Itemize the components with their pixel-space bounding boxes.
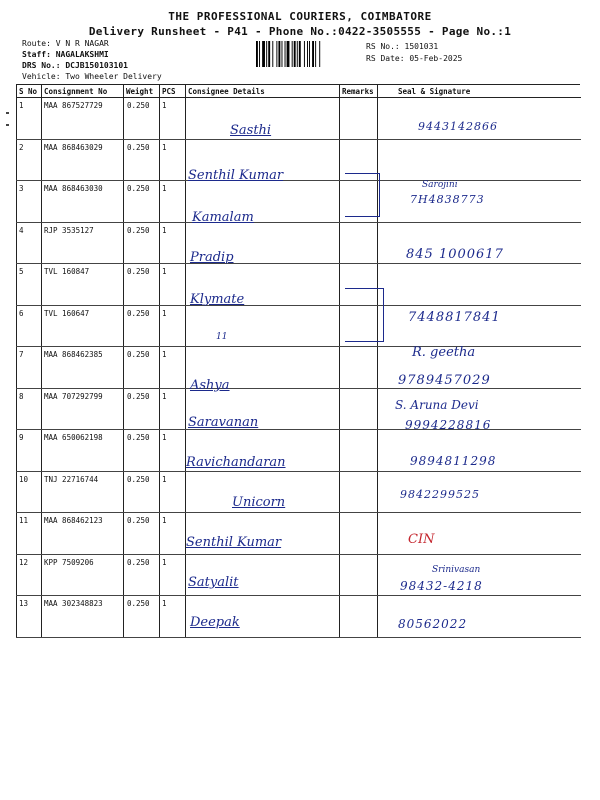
barcode-bar [276, 41, 277, 67]
page-subtitle: Delivery Runsheet - P41 - Phone No.:0422-3505555 - Page No.:1 [88, 25, 512, 38]
pcs-cell: 1 [160, 347, 186, 389]
sno-cell: 7 [17, 347, 42, 389]
handwritten-signature: 98432-4218 [400, 579, 483, 593]
handwritten-signature: 9789457029 [398, 373, 491, 388]
barcode-bar [259, 41, 260, 67]
handwritten-consignee: Ashya [190, 378, 230, 393]
handwritten-signature: 9443142866 [418, 120, 498, 133]
table-row [17, 347, 581, 389]
handwritten-consignee: Pradip [190, 250, 234, 265]
handwritten-signature: 80562022 [398, 617, 468, 631]
scan-mark [6, 124, 9, 126]
remarks-cell [340, 98, 378, 140]
rs-date: RS Date: 05-Feb-2025 [366, 54, 463, 63]
barcode-bar [282, 41, 283, 67]
handwritten-signature: 9994228816 [405, 418, 492, 432]
barcode-bar [299, 41, 301, 67]
consignment-cell: RJP 3535127 [42, 222, 124, 264]
barcode-bar [304, 41, 305, 67]
handwritten-signature: R. geetha [412, 345, 476, 360]
barcode-bar [297, 41, 298, 67]
consignee-cell [186, 305, 340, 347]
consignment-cell: MAA 868462123 [42, 513, 124, 555]
barcode-bar [272, 41, 273, 67]
rs-number: RS No.: 1501031 [366, 42, 439, 51]
handwritten-consignee: Satyalit [188, 575, 239, 590]
scan-mark [6, 112, 9, 114]
handwritten-signature: 845 1000617 [406, 247, 504, 262]
handwritten-signature: 7H4838773 [410, 193, 485, 206]
barcode-bar [278, 41, 280, 67]
col-header-consignee: Consignee Details [186, 85, 340, 98]
handwritten-signature: 7448817841 [408, 310, 501, 325]
col-header-pcs: PCS [160, 85, 186, 98]
handwritten-consignee: Deepak [190, 615, 240, 630]
weight-cell: 0.250 [124, 388, 160, 430]
handwritten-consignee: Sasthi [230, 123, 272, 138]
weight-cell: 0.250 [124, 222, 160, 264]
weight-cell: 0.250 [124, 347, 160, 389]
barcode-bar [266, 41, 267, 67]
barcode-bar [294, 41, 296, 67]
consignment-cell: KPP 7509206 [42, 554, 124, 596]
barcode [255, 40, 353, 68]
weight-cell: 0.250 [124, 513, 160, 555]
drs-label: DRS No.: DCJB150103101 [22, 61, 128, 70]
col-header-weight: Weight [124, 85, 160, 98]
sno-cell: 2 [17, 139, 42, 181]
consignment-cell: TVL 160847 [42, 264, 124, 306]
handwritten-consignee: Unicorn [232, 495, 286, 510]
consignment-cell: MAA 707292799 [42, 388, 124, 430]
handwritten-signature: Sarojini [422, 180, 458, 190]
col-header-remarks: Remarks [340, 85, 378, 98]
barcode-bar [285, 41, 286, 67]
col-header-sno: S No [17, 85, 42, 98]
pcs-cell: 1 [160, 305, 186, 347]
remarks-cell [340, 222, 378, 264]
weight-cell: 0.250 [124, 596, 160, 638]
table-row [17, 388, 581, 430]
sno-cell: 3 [17, 181, 42, 223]
handwritten-consignee: Klymate [190, 292, 245, 307]
pcs-cell: 1 [160, 596, 186, 638]
sno-cell: 9 [17, 430, 42, 472]
table-row [17, 554, 581, 596]
handwritten-bracket [345, 288, 384, 342]
handwritten-consignee: Kamalam [192, 210, 254, 225]
table-row [17, 139, 581, 181]
barcode-bar [315, 41, 316, 67]
handwritten-signature: S. Aruna Devi [395, 398, 479, 412]
handwritten-remark: CIN [408, 532, 435, 547]
consignment-cell: MAA 868463030 [42, 181, 124, 223]
remarks-cell [340, 430, 378, 472]
barcode-bar [268, 41, 270, 67]
weight-cell: 0.250 [124, 471, 160, 513]
signature-cell [378, 264, 581, 306]
barcode-bar [262, 41, 265, 67]
barcode-bar [309, 41, 310, 67]
vehicle-label: Vehicle: Two Wheeler Delivery [22, 72, 162, 81]
consignment-cell: MAA 867527729 [42, 98, 124, 140]
remarks-cell [340, 596, 378, 638]
page-title: THE PROFESSIONAL COURIERS, COIMBATORE [168, 10, 432, 23]
pcs-cell: 1 [160, 554, 186, 596]
weight-cell: 0.250 [124, 98, 160, 140]
remarks-cell [340, 471, 378, 513]
barcode-bar [287, 41, 290, 67]
weight-cell: 0.250 [124, 264, 160, 306]
handwritten-signature: Srinivasan [432, 565, 481, 575]
handwritten-consignee: Senthil Kumar [186, 535, 282, 550]
remarks-cell [340, 554, 378, 596]
remarks-cell [340, 347, 378, 389]
handwritten-bracket [345, 173, 380, 217]
route-label: Route: V N R NAGAR [22, 39, 109, 48]
handwritten-signature: 9842299525 [400, 488, 480, 501]
runsheet-meta-left [22, 38, 162, 82]
pcs-cell: 1 [160, 430, 186, 472]
sno-cell: 12 [17, 554, 42, 596]
signature-cell [378, 139, 581, 181]
weight-cell: 0.250 [124, 430, 160, 472]
pcs-cell: 1 [160, 471, 186, 513]
remarks-cell [340, 513, 378, 555]
handwritten-consignee: Saravanan [188, 415, 259, 430]
sno-cell: 11 [17, 513, 42, 555]
weight-cell: 0.250 [124, 181, 160, 223]
sno-cell: 13 [17, 596, 42, 638]
consignment-cell: MAA 650062198 [42, 430, 124, 472]
barcode-bar [312, 41, 314, 67]
table-row [17, 264, 581, 306]
consignment-cell: MAA 302348823 [42, 596, 124, 638]
weight-cell: 0.250 [124, 139, 160, 181]
table-row [17, 471, 581, 513]
pcs-cell: 1 [160, 513, 186, 555]
weight-cell: 0.250 [124, 305, 160, 347]
remarks-cell [340, 388, 378, 430]
runsheet-table [16, 84, 581, 638]
table-row [17, 513, 581, 555]
sno-cell: 5 [17, 264, 42, 306]
handwritten-consignee: Senthil Kumar [188, 168, 284, 183]
consignment-cell: MAA 868462385 [42, 347, 124, 389]
handwritten-consignee: Ravichandaran [186, 455, 286, 470]
handwritten-signature: 9894811298 [410, 454, 497, 468]
consignment-cell: MAA 868463029 [42, 139, 124, 181]
pcs-cell: 1 [160, 388, 186, 430]
runsheet-meta-right [366, 41, 462, 65]
sno-cell: 1 [17, 98, 42, 140]
consignment-cell: TVL 160647 [42, 305, 124, 347]
table-row [17, 596, 581, 638]
sno-cell: 10 [17, 471, 42, 513]
sno-cell: 8 [17, 388, 42, 430]
col-header-signature: Seal & Signature [378, 85, 581, 98]
weight-cell: 0.250 [124, 554, 160, 596]
table-row [17, 181, 581, 223]
pcs-cell: 1 [160, 222, 186, 264]
staff-label: Staff: NAGALAKSHMI [22, 50, 109, 59]
pcs-cell: 1 [160, 139, 186, 181]
sno-cell: 4 [17, 222, 42, 264]
consignment-cell: TNJ 22716744 [42, 471, 124, 513]
barcode-bar [319, 41, 320, 67]
pcs-cell: 1 [160, 264, 186, 306]
table-header-row [17, 85, 581, 98]
handwritten-consignee: 11 [216, 332, 228, 342]
col-header-consignment: Consignment No [42, 85, 124, 98]
pcs-cell: 1 [160, 98, 186, 140]
sno-cell: 6 [17, 305, 42, 347]
pcs-cell: 1 [160, 181, 186, 223]
barcode-bar [292, 41, 293, 67]
barcode-bar [307, 41, 308, 67]
barcode-bar [256, 41, 258, 67]
